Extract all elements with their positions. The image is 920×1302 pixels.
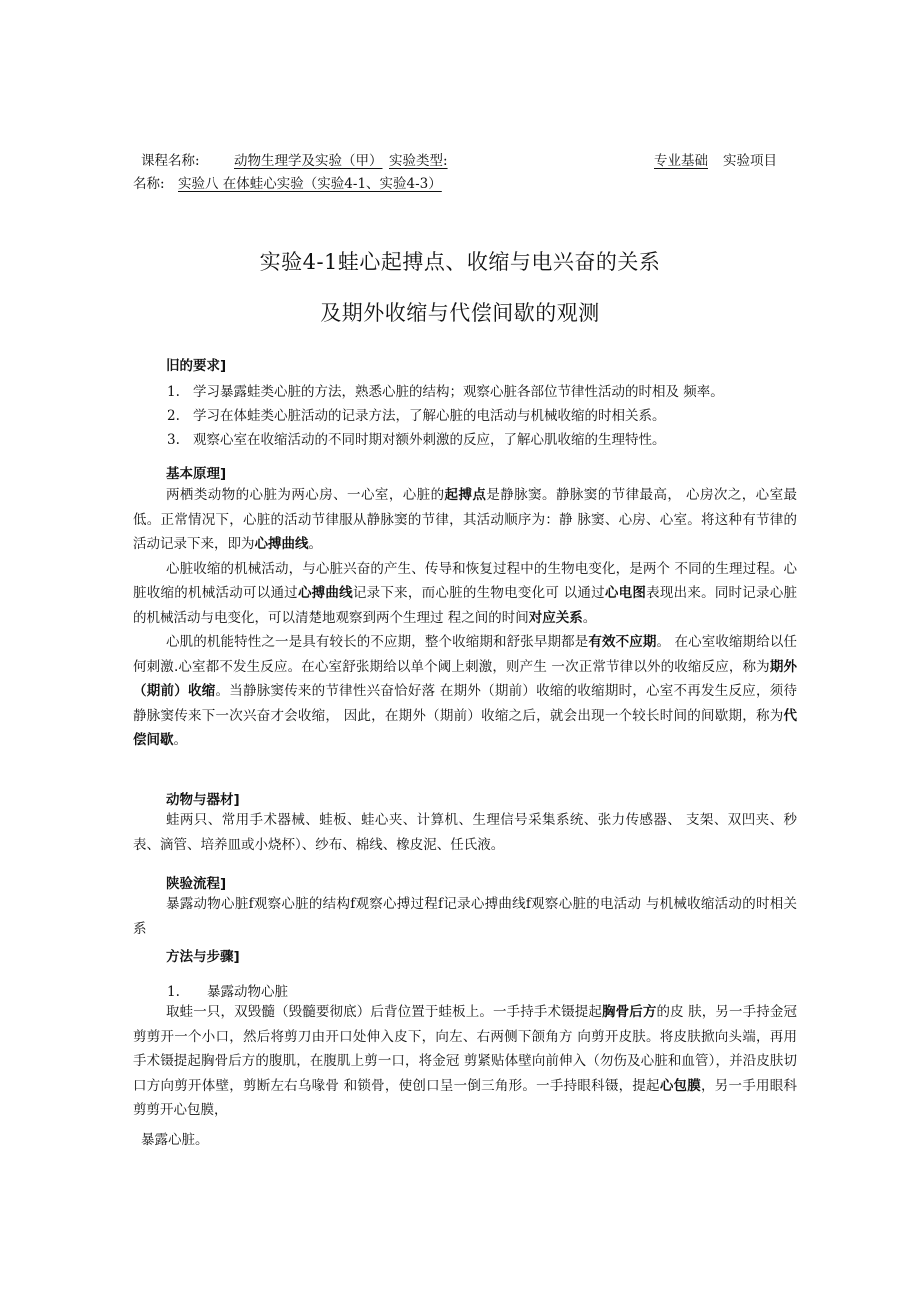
method-step-title: [167, 980, 288, 1000]
project-label: 实验项目: [723, 153, 777, 169]
methods-heading: 方法与步骤]: [166, 949, 240, 965]
principle-heading: 基本原理]: [166, 466, 227, 482]
item-number: 3.: [167, 432, 180, 448]
materials-body: [133, 808, 797, 857]
type-label: 实验类型:: [389, 153, 448, 169]
materials-text: 蛙两只、常用手术器械、蛙板、蛙心夹、计算机、生理信号采集系统、张力传感器、 支架、双凹夹、秒表、滴管、培养皿或小烧杯）、纱布、棉线、橡皮泥、任氏液。: [133, 812, 797, 853]
item-number: 1.: [167, 384, 180, 400]
step-title: 暴露动物心脏: [207, 984, 288, 1000]
flow-heading: 陕验流程]: [166, 876, 227, 892]
principle-paragraph-2: 心脏收缩的机械活动，与心脏兴奋的产生、传导和恢复过程中的生物电变化，是两个 不同的生理过程。心脏收缩的机械活动可以通过心搏曲线记录下来，而心脏的生物电变化可 以通过心电图表现出来。同时记录心脏的机械活动与电变化，可以清楚地观察到两个生理过 程之间的时间对应关系。: [133, 560, 798, 626]
name-label: 名称:: [133, 176, 165, 192]
item-text: 观察心室在收缩活动的不同时期对额外刺激的反应，了解心肌收缩的生理特性。: [193, 432, 666, 448]
title-line-1: 实验4-1蛙心起搏点、收缩与电兴奋的关系: [259, 250, 661, 274]
principle-paragraph-1: 两栖类动物的心脏为两心房、一心室，心脏的起搏点是静脉窦。静脉窦的节律最高， 心房次之，心室最低。正常情况下，心脏的活动节律服从静脉窦的节律，其活动顺序为：静 脉窦、心房、心室。将这种有节律的活动记录下来，即为心搏曲线。: [133, 487, 798, 552]
course-label: 课程名称:: [141, 153, 200, 169]
methods-last-line: 暴露心脏。: [141, 1132, 209, 1148]
step-number: 1.: [167, 984, 180, 1000]
methods-body: [133, 1000, 797, 1123]
type-value: 专业基础: [654, 153, 708, 169]
flow-text: 暴露动物心脏f观察心脏的结构f观察心搏过程f记录心搏曲线f观察心脏的电活动 与机械收缩活动的时相关系: [133, 896, 797, 937]
requirement-item: [167, 380, 724, 400]
methods-paragraph: 取蛙一只，双毁髓（毁髓要彻底）后背位置于蛙板上。一手持手术镊提起胸骨后方的皮 肤，另一手持金冠剪剪开一个小口，然后将剪刀由开口处伸入皮下，向左、右两侧下颌角方 向剪开皮肤。将皮肤掀向头端，再用手术镊提起胸骨后方的腹肌，在腹肌上剪一口，将金冠 剪紧贴体壁向前伸入（勿伤及心脏和血管），并沿皮肤切口方向剪开体壁，剪断左右乌喙骨 和锁骨，使创口呈一倒三角形。一手持眼科镊，提起心包膜，另一手用眼科剪剪开心包膜，: [133, 1004, 798, 1118]
course-name: 动物生理学及实验（甲）: [234, 153, 383, 169]
project-name: 实验八 在体蛙心实验（实验4-1、实验4-3）: [178, 176, 442, 192]
requirement-item: [167, 404, 666, 424]
item-number: 2.: [167, 408, 180, 424]
flow-body: [133, 892, 797, 941]
principle-paragraph-3: 心肌的机能特性之一是具有较长的不应期，整个收缩期和舒张早期都是有效不应期。 在心室收缩期给以任何刺激.心室都不发生反应。在心室舒张期给以单个阈上刺激，则产生 一次正常节律以外的收缩反应，称为期外（期前）收缩。当静脉窦传来的节律性兴奋恰好落 在期外（期前）收缩的收缩期时，心室不再发生反应，须待静脉窦传来下一次兴奋才会收缩， 因此，在期外（期前）收缩之后，就会出现一个较长时间的间歇期，称为代偿间歇。: [133, 634, 797, 748]
item-text: 学习暴露蛙类心脏的方法，熟悉心脏的结构；观察心脏各部位节律性活动的时相及 频率。: [193, 384, 724, 400]
principle-body: [133, 483, 797, 753]
materials-heading: 动物与器材]: [166, 792, 240, 808]
requirement-item: [167, 428, 666, 448]
requirements-heading: 旧的要求]: [166, 358, 227, 374]
item-text: 学习在体蛙类心脏活动的记录方法，了解心脏的电活动与机械收缩的时相关系。: [193, 408, 666, 424]
title-line-2: 及期外收缩与代偿间歇的观测: [320, 301, 600, 325]
